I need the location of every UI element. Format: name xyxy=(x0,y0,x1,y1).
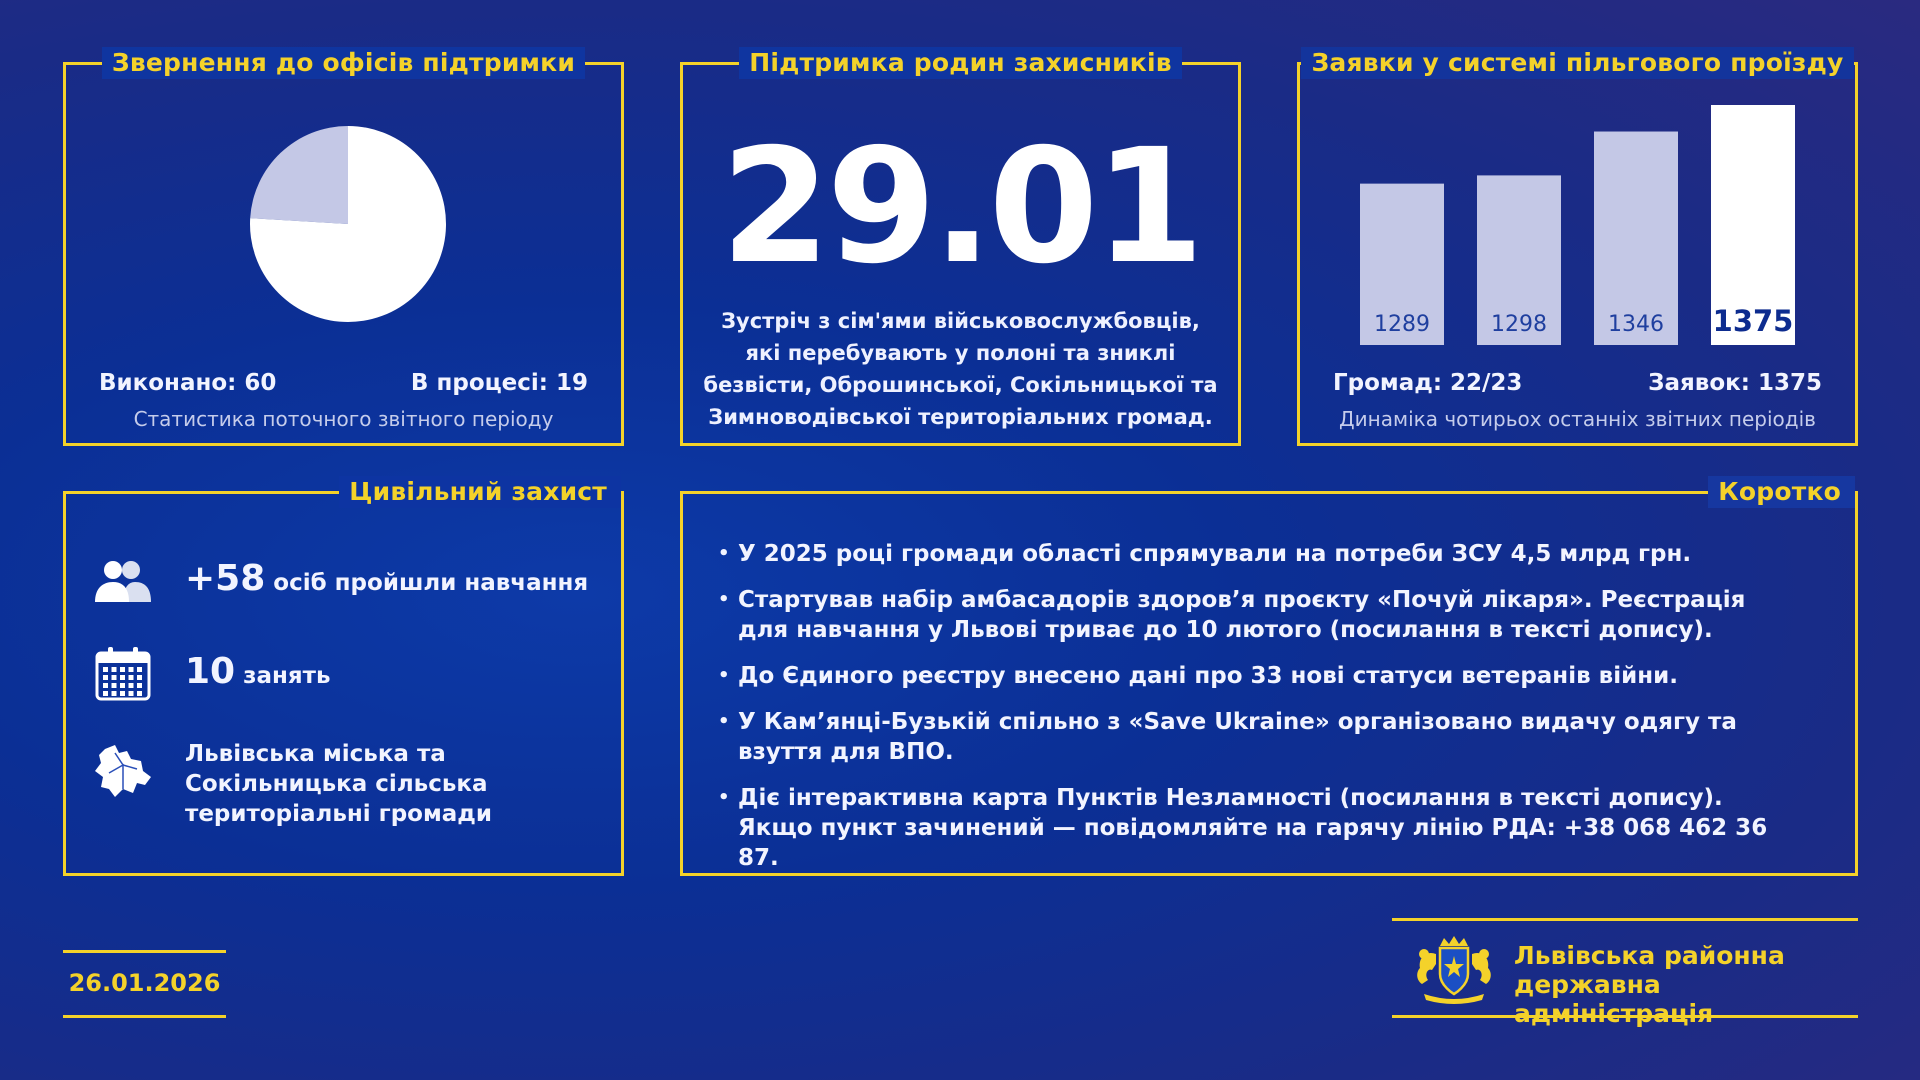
calendar-icon xyxy=(91,642,155,706)
communities-text: Львівська міська та Сокільницька сільська територіальні громади xyxy=(185,741,492,827)
org-name: Львівська районна державна адміністрація xyxy=(1514,941,1785,1028)
communities-stat: Громад: 22/23 xyxy=(1333,370,1523,396)
bar-value-label: 1375 xyxy=(1712,304,1794,338)
brief-panel xyxy=(680,477,1858,876)
trained-row xyxy=(91,549,588,613)
civil-panel xyxy=(63,477,624,876)
brief-list xyxy=(718,539,1795,889)
list-item: • Стартував набір амбасадорів здоров’я проєкту «Почуй лікаря». Реєстрація для навчання у Львові триває до 10 лютого (посилання в тексті допису). xyxy=(718,585,1795,645)
brief-title: Коротко xyxy=(1708,476,1855,508)
coat-of-arms-icon xyxy=(1406,934,1502,1006)
offices-panel xyxy=(63,48,624,446)
travel-panel xyxy=(1297,48,1858,446)
org-block xyxy=(1392,918,1858,1028)
people-icon xyxy=(91,549,155,613)
lessons-row xyxy=(91,642,331,706)
trained-text: осіб пройшли навчання xyxy=(273,570,589,596)
trained-number: +58 xyxy=(185,558,266,599)
bar-value-label: 1289 xyxy=(1374,312,1430,337)
map-icon xyxy=(91,739,155,803)
lessons-number: 10 xyxy=(185,651,236,692)
families-panel xyxy=(680,48,1241,446)
travel-title: Заявки у системі пільгового проїзду xyxy=(1301,47,1853,79)
lessons-text: занять xyxy=(243,663,331,689)
families-description: Зустріч з сім'ями військовослужбовців, які перебувають у полоні та зниклі безвісти, Оброшинської, Сокільницької та Зимноводівської територіальних громад. xyxy=(703,309,1218,429)
travel-note: Динаміка чотирьох останніх звітних періодів xyxy=(1339,407,1816,431)
offices-note: Статистика поточного звітного періоду xyxy=(133,407,554,431)
bar-value-label: 1346 xyxy=(1608,312,1664,337)
civil-title: Цивільний захист xyxy=(339,476,621,508)
offices-title: Звернення до офісів підтримки xyxy=(102,47,585,79)
communities-row xyxy=(91,739,545,829)
pie-slice-in-progress xyxy=(250,126,348,224)
list-item: • До Єдиного реєстру внесено дані про 33 нові статуси ветеранів війни. xyxy=(718,661,1795,691)
done-stat: Виконано: 60 xyxy=(99,370,277,396)
families-title: Підтримка родин захисників xyxy=(739,47,1182,79)
list-item: • У 2025 році громади області спрямували на потреби ЗСУ 4,5 млрд грн. xyxy=(718,539,1795,569)
list-item: • У Кам’янці-Бузькій спільно з «Save Ukraine» організовано видачу одягу та взуття для ВПО. xyxy=(718,707,1795,767)
list-item: • Діє інтерактивна карта Пунктів Незламності (посилання в тексті допису). Якщо пункт зачинений — повідомляйте на гарячу лінію РДА: +38 068 462 36 87. xyxy=(718,783,1795,873)
applications-stat: Заявок: 1375 xyxy=(1648,370,1822,396)
families-date: 29.01 xyxy=(720,115,1201,299)
report-date-box xyxy=(63,950,226,1018)
in-progress-stat: В процесі: 19 xyxy=(410,370,588,396)
report-date: 26.01.2026 xyxy=(68,969,221,997)
bar-value-label: 1298 xyxy=(1491,312,1547,337)
